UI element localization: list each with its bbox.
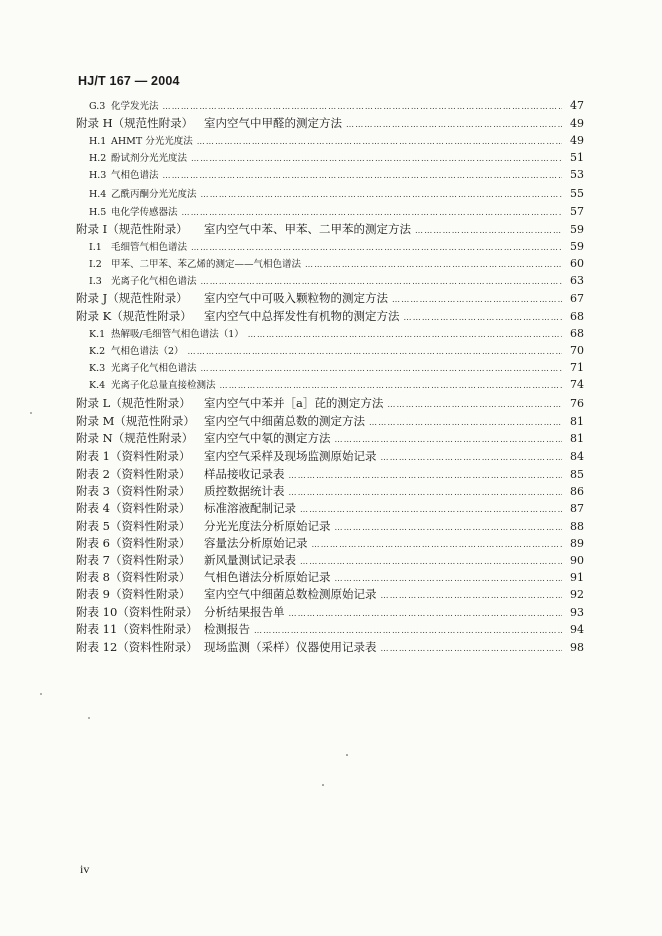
toc-entry-page-number: 49 — [570, 134, 584, 147]
toc-dot-leader — [201, 274, 562, 289]
toc-entry-page-number: 84 — [570, 450, 584, 463]
toc-entry-number: H.1 — [89, 136, 107, 147]
toc-dot-leader — [197, 134, 562, 149]
toc-dot-leader — [335, 519, 563, 535]
toc-entry-number: 附录 M（规范性附录） — [76, 414, 195, 428]
toc-entry-page-number: 70 — [570, 344, 584, 357]
toc-entry-number: K.3 — [89, 363, 106, 374]
toc-entry-page-number: 89 — [570, 537, 584, 550]
toc-appendix-entry[interactable] — [76, 465, 584, 483]
toc-entry-number: 附表 11（资料性附录） — [76, 622, 198, 636]
toc-dot-leader — [312, 536, 563, 552]
toc-dot-leader — [254, 622, 562, 638]
toc-entry-page-number: 63 — [570, 274, 584, 287]
toc-subsection-entry[interactable] — [89, 343, 584, 359]
toc-entry-number: 附表 9（资料性附录） — [76, 587, 191, 601]
toc-appendix-entry[interactable] — [76, 551, 584, 569]
toc-entry-number: I.3 — [89, 276, 102, 287]
toc-entry-number: H.2 — [89, 153, 107, 164]
toc-entry-page-number: 74 — [570, 378, 584, 391]
toc-appendix-entry[interactable] — [76, 482, 584, 500]
toc-entry-number: 附表 12（资料性附录） — [76, 640, 198, 654]
toc-subsection-entry[interactable] — [89, 186, 584, 202]
toc-dot-leader — [392, 291, 562, 307]
toc-subsection-entry[interactable] — [89, 150, 584, 166]
toc-subsection-entry[interactable] — [89, 377, 584, 393]
scan-speck — [322, 784, 324, 786]
toc-entry-number: 附表 7（资料性附录） — [76, 553, 191, 567]
toc-entry-title: 标准溶液配制记录 — [204, 501, 296, 515]
toc-entry-title: 室内空气中可吸入颗粒物的测定方法 — [204, 291, 388, 305]
toc-dot-leader — [289, 605, 563, 621]
toc-appendix-entry[interactable] — [76, 307, 584, 325]
toc-entry-page-number: 71 — [570, 361, 584, 374]
toc-entry-number: 附录 I（规范性附录） — [76, 222, 188, 236]
toc-dot-leader — [289, 484, 563, 500]
toc-dot-leader — [289, 467, 563, 483]
toc-entry-title: 质控数据统计表 — [204, 484, 285, 498]
toc-dot-leader — [163, 99, 562, 114]
toc-dot-leader — [201, 361, 562, 376]
toc-entry-title: 毛细管气相色谱法 — [111, 242, 188, 253]
scan-speck — [30, 412, 32, 414]
toc-dot-leader — [387, 396, 562, 412]
toc-appendix-entry[interactable] — [76, 289, 584, 307]
toc-entry-title: 分光光度法分析原始记录 — [204, 519, 331, 533]
toc-entry-page-number: 88 — [570, 520, 584, 533]
toc-entry-page-number: 55 — [570, 187, 584, 200]
toc-entry-page-number: 81 — [570, 432, 584, 445]
toc-appendix-entry[interactable] — [76, 534, 584, 552]
toc-entry-page-number: 68 — [570, 310, 584, 323]
toc-dot-leader — [300, 553, 562, 569]
toc-appendix-entry[interactable] — [76, 499, 584, 517]
toc-entry-number: 附表 2（资料性附录） — [76, 467, 191, 481]
toc-entry-number: 附表 10（资料性附录） — [76, 605, 198, 619]
toc-dot-leader — [188, 344, 562, 359]
toc-entry-title: AHMT 分光光度法 — [111, 136, 193, 147]
toc-appendix-entry[interactable] — [76, 585, 584, 603]
toc-entry-page-number: 68 — [570, 327, 584, 340]
toc-entry-title: 检测报告 — [204, 622, 250, 636]
toc-entry-number: I.2 — [89, 259, 102, 270]
toc-dot-leader — [248, 327, 562, 342]
toc-entry-page-number: 59 — [570, 240, 584, 253]
toc-entry-title: 气相色谱法（2） — [111, 346, 184, 357]
toc-dot-leader — [335, 570, 563, 586]
toc-entry-page-number: 59 — [570, 223, 584, 236]
toc-entry-number: 附表 4（资料性附录） — [76, 501, 191, 515]
toc-dot-leader — [369, 414, 562, 430]
toc-dot-leader — [381, 449, 563, 465]
toc-entry-number: H.5 — [89, 207, 107, 218]
toc-entry-title: 室内空气中细菌总数检测原始记录 — [204, 587, 377, 601]
toc-dot-leader — [300, 501, 562, 517]
toc-subsection-entry[interactable] — [89, 98, 584, 114]
toc-dot-leader — [182, 205, 562, 220]
toc-entry-number: 附表 8（资料性附录） — [76, 570, 191, 584]
toc-appendix-entry[interactable] — [76, 447, 584, 465]
toc-entry-page-number: 90 — [570, 554, 584, 567]
toc-entry-number: 附表 1（资料性附录） — [76, 449, 191, 463]
toc-appendix-entry[interactable] — [76, 568, 584, 586]
toc-entry-page-number: 53 — [570, 168, 584, 181]
toc-dot-leader — [335, 431, 563, 447]
toc-entry-number: G.3 — [89, 101, 106, 112]
toc-entry-number: 附录 J（规范性附录） — [76, 291, 188, 305]
toc-entry-number: H.3 — [89, 170, 107, 181]
toc-entry-page-number: 93 — [570, 606, 584, 619]
toc-entry-page-number: 49 — [570, 117, 584, 130]
toc-dot-leader — [163, 168, 562, 183]
toc-entry-title: 甲苯、二甲苯、苯乙烯的测定——气相色谱法 — [111, 259, 302, 270]
toc-appendix-entry[interactable] — [76, 638, 584, 656]
toc-subsection-entry[interactable] — [89, 326, 584, 342]
toc-dot-leader — [191, 240, 562, 255]
toc-entry-title: 样品接收记录表 — [204, 467, 285, 481]
toc-entry-title: 室内空气中氡的测定方法 — [204, 431, 331, 445]
document-id-header: HJ/T 167 — 2004 — [78, 74, 180, 88]
toc-dot-leader — [346, 116, 562, 132]
toc-appendix-entry[interactable] — [76, 114, 584, 132]
toc-entry-page-number: 76 — [570, 397, 584, 410]
toc-entry-page-number: 87 — [570, 502, 584, 515]
toc-entry-page-number: 98 — [570, 641, 584, 654]
toc-entry-number: 附表 3（资料性附录） — [76, 484, 191, 498]
toc-entry-number: 附录 K（规范性附录） — [76, 309, 192, 323]
page-number-footer: iv — [80, 862, 90, 876]
toc-dot-leader — [381, 640, 563, 656]
toc-entry-page-number: 85 — [570, 468, 584, 481]
toc-entry-title: 光离子化气相色谱法 — [111, 363, 197, 374]
toc-entry-title: 乙酰丙酮分光光度法 — [111, 189, 197, 200]
toc-entry-number: 附录 H（规范性附录） — [76, 116, 194, 130]
toc-entry-title: 容量法分析原始记录 — [204, 536, 308, 550]
toc-entry-page-number: 47 — [570, 99, 584, 112]
toc-dot-leader — [404, 309, 563, 325]
toc-subsection-entry[interactable] — [89, 133, 584, 149]
toc-appendix-entry[interactable] — [76, 603, 584, 621]
toc-dot-leader — [415, 222, 562, 238]
toc-entry-title: 酚试剂分光光度法 — [111, 153, 188, 164]
toc-entry-page-number: 57 — [570, 205, 584, 218]
toc-entry-number: I.1 — [89, 242, 102, 253]
toc-entry-title: 光离子化总量直接检测法 — [111, 380, 216, 391]
toc-dot-leader — [220, 378, 562, 393]
scan-speck — [88, 717, 90, 719]
toc-entry-number: 附录 L（规范性附录） — [76, 396, 191, 410]
toc-entry-title: 气相色谱法分析原始记录 — [204, 570, 331, 584]
scan-speck — [346, 754, 348, 756]
toc-subsection-entry[interactable] — [89, 167, 584, 183]
toc-entry-page-number: 92 — [570, 588, 584, 601]
toc-entry-page-number: 81 — [570, 415, 584, 428]
toc-entry-page-number: 51 — [570, 151, 584, 164]
toc-dot-leader — [305, 257, 562, 272]
toc-entry-title: 气相色谱法 — [111, 170, 159, 181]
toc-subsection-entry[interactable] — [89, 239, 584, 255]
toc-appendix-entry[interactable] — [76, 220, 584, 238]
toc-subsection-entry[interactable] — [89, 360, 584, 376]
toc-entry-title: 现场监测（采样）仪器使用记录表 — [204, 640, 377, 654]
toc-entry-title: 室内空气中总挥发性有机物的测定方法 — [204, 309, 400, 323]
toc-entry-page-number: 86 — [570, 485, 584, 498]
toc-entry-page-number: 91 — [570, 571, 584, 584]
toc-entry-title: 光离子化气相色谱法 — [111, 276, 197, 287]
toc-entry-number: 附表 5（资料性附录） — [76, 519, 191, 533]
toc-entry-title: 热解吸/毛细管气相色谱法（1） — [111, 329, 244, 340]
toc-entry-title: 室内空气中甲醛的测定方法 — [204, 116, 342, 130]
toc-appendix-entry[interactable] — [76, 620, 584, 638]
scan-speck — [40, 693, 42, 695]
toc-dot-leader — [191, 151, 562, 166]
toc-entry-title: 分析结果报告单 — [204, 605, 285, 619]
toc-entry-title: 室内空气采样及现场监测原始记录 — [204, 449, 377, 463]
toc-dot-leader — [201, 187, 562, 202]
toc-dot-leader — [381, 587, 563, 603]
toc-entry-page-number: 67 — [570, 292, 584, 305]
toc-entry-number: K.2 — [89, 346, 106, 357]
toc-appendix-entry[interactable] — [76, 429, 584, 447]
toc-entry-title: 新风量测试记录表 — [204, 553, 296, 567]
toc-entry-title: 室内空气中细菌总数的测定方法 — [204, 414, 365, 428]
toc-appendix-entry[interactable] — [76, 412, 584, 430]
toc-entry-number: K.1 — [89, 329, 106, 340]
toc-subsection-entry[interactable] — [89, 273, 584, 289]
toc-entry-title: 室内空气中苯、甲苯、二甲苯的测定方法 — [204, 222, 411, 236]
toc-entry-page-number: 60 — [570, 257, 584, 270]
toc-subsection-entry[interactable] — [89, 204, 584, 220]
toc-entry-number: K.4 — [89, 380, 106, 391]
toc-appendix-entry[interactable] — [76, 517, 584, 535]
toc-subsection-entry[interactable] — [89, 256, 584, 272]
toc-entry-page-number: 94 — [570, 623, 584, 636]
toc-entry-title: 室内空气中苯并［a］芘的测定方法 — [204, 396, 384, 410]
toc-entry-number: 附录 N（规范性附录） — [76, 431, 194, 445]
toc-entry-title: 化学发光法 — [111, 101, 159, 112]
toc-appendix-entry[interactable] — [76, 394, 584, 412]
toc-entry-title: 电化学传感器法 — [111, 207, 178, 218]
toc-entry-number: H.4 — [89, 189, 107, 200]
toc-entry-number: 附表 6（资料性附录） — [76, 536, 191, 550]
